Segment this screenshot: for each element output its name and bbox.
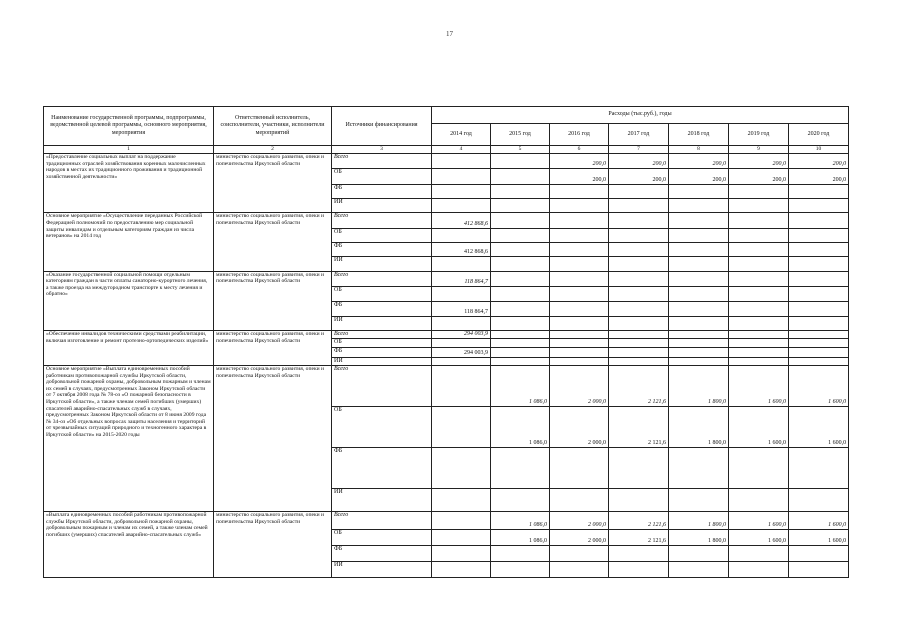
amount-cell: 2 121,6 [609,406,669,447]
amount-cell: 118 864,7 [432,302,491,316]
amount-cell: 1 086,0 [491,529,550,545]
funding-source: Всего [332,512,432,529]
amount-cell [729,199,789,213]
amount-cell [432,512,491,529]
amount-cell: 1 800,0 [669,365,729,406]
funding-source: Всего [332,331,432,339]
amount-cell [729,339,789,348]
amount-cell [729,348,789,357]
column-number: 8 [669,146,729,154]
amount-cell: 2 000,0 [550,512,609,529]
amount-cell [669,271,729,286]
amount-cell [491,316,550,330]
amount-cell: 1 086,0 [491,406,550,447]
amount-cell: 1 600,0 [789,512,849,529]
header-executor: Ответственный исполнитель, соисполнители, участники, исполнители мероприятий [214,107,332,146]
column-number: 3 [332,146,432,154]
amount-cell [669,302,729,316]
amount-cell [669,348,729,357]
amount-cell: 1 600,0 [729,512,789,529]
funding-source: ИИ [332,357,432,365]
amount-cell [669,546,729,562]
funding-source: ФБ [332,447,432,488]
amount-cell [550,488,609,512]
amount-cell: 200,0 [789,154,849,169]
amount-cell [609,316,669,330]
amount-cell [729,357,789,365]
measure-name: «Обеспечение инвалидов техническими средствами реабилитации, включая изготовление и ремонт протезно-ортопедических изделий» [44,331,214,366]
measure-name: Основное мероприятие «Осуществление переданных Российской Федерацией полномочий по предоставлению мер социальной защиты инвалидам и отдельным категориям граждан из числа ветеранов» на 2014 год [44,213,214,271]
amount-cell [789,271,849,286]
amount-cell [432,199,491,213]
amount-cell: 2 000,0 [550,529,609,545]
amount-cell [609,302,669,316]
amount-cell [609,331,669,339]
amount-cell [491,339,550,348]
amount-cell [491,257,550,271]
amount-cell [491,169,550,184]
amount-cell: 200,0 [550,169,609,184]
header-year: 2015 год [491,124,550,146]
column-number: 5 [491,146,550,154]
amount-cell: 118 864,7 [432,271,491,286]
amount-cell [669,316,729,330]
amount-cell [550,199,609,213]
amount-cell: 294 003,9 [432,348,491,357]
amount-cell: 1 800,0 [669,529,729,545]
amount-cell [491,184,550,198]
amount-cell: 1 600,0 [729,406,789,447]
funding-source: ИИ [332,257,432,271]
amount-cell [432,154,491,169]
amount-cell [669,488,729,512]
amount-cell [609,257,669,271]
amount-cell [432,184,491,198]
amount-cell [609,243,669,257]
amount-cell [789,199,849,213]
amount-cell [669,562,729,578]
table-body [44,154,849,578]
amount-cell: 1 800,0 [669,512,729,529]
amount-cell [550,271,609,286]
column-number: 1 [44,146,214,154]
funding-source: Всего [332,213,432,228]
amount-cell [432,546,491,562]
amount-cell [789,331,849,339]
amount-cell: 200,0 [789,169,849,184]
amount-cell [550,348,609,357]
amount-cell [491,228,550,242]
amount-cell [432,529,491,545]
amount-cell: 1 600,0 [789,365,849,406]
amount-cell [669,243,729,257]
measure-executor: министерство социального развития, опеки и попечительства Иркутской области [214,331,332,366]
funding-source: ФБ [332,546,432,562]
amount-cell: 1 600,0 [789,406,849,447]
amount-cell [789,357,849,365]
header-year: 2018 год [669,124,729,146]
funding-source: ФБ [332,348,432,357]
funding-source: ИИ [332,316,432,330]
amount-cell [550,243,609,257]
amount-cell [789,257,849,271]
table-row [44,154,849,169]
amount-cell [729,302,789,316]
amount-cell [550,302,609,316]
header-year: 2017 год [609,124,669,146]
amount-cell [550,357,609,365]
amount-cell [669,447,729,488]
amount-cell [669,228,729,242]
funding-source: ОБ [332,339,432,348]
amount-cell [729,228,789,242]
amount-cell [729,271,789,286]
amount-cell: 2 121,6 [609,365,669,406]
funding-source: ФБ [332,243,432,257]
amount-cell: 200,0 [729,154,789,169]
funding-source: ОБ [332,529,432,545]
amount-cell [609,271,669,286]
amount-cell: 200,0 [609,154,669,169]
funding-source: ФБ [332,302,432,316]
amount-cell [729,184,789,198]
amount-cell [432,339,491,348]
amount-cell [432,357,491,365]
column-number: 9 [729,146,789,154]
amount-cell [550,339,609,348]
amount-cell [729,562,789,578]
amount-cell [432,406,491,447]
header-year: 2020 год [789,124,849,146]
column-number: 10 [789,146,849,154]
amount-cell [550,213,609,228]
amount-cell [669,357,729,365]
amount-cell [432,257,491,271]
amount-cell [609,184,669,198]
amount-cell [432,287,491,302]
amount-cell [432,447,491,488]
amount-cell [550,287,609,302]
amount-cell [609,199,669,213]
measure-executor: министерство социального развития, опеки и попечительства Иркутской области [214,213,332,271]
header-year: 2016 год [550,124,609,146]
amount-cell: 294 003,9 [432,331,491,339]
amount-cell [789,287,849,302]
column-number: 6 [550,146,609,154]
amount-cell [491,243,550,257]
measure-executor: министерство социального развития, опеки и попечительства Иркутской области [214,271,332,330]
amount-cell: 2 121,6 [609,512,669,529]
column-number: 2 [214,146,332,154]
header-name: Наименование государственной программы, подпрограммы, ведомственной целевой программы, основного мероприятия, мероприятия [44,107,214,146]
amount-cell [729,287,789,302]
amount-cell [729,316,789,330]
amount-cell [609,488,669,512]
amount-cell [491,488,550,512]
amount-cell [491,447,550,488]
amount-cell [609,447,669,488]
measure-name: «Выплата единовременных пособий работникам противопожарной службы Иркутской области, добровольной пожарной охраны, добровольным пожарным и членам их семей, а также членам семей погибших (умерших) спасателей аварийно-спасательных служб» [44,512,214,578]
amount-cell [789,488,849,512]
amount-cell: 1 600,0 [729,365,789,406]
amount-cell [432,316,491,330]
amount-cell [432,365,491,406]
column-number-row [44,146,849,154]
amount-cell [789,213,849,228]
table-row [44,331,849,339]
amount-cell [669,287,729,302]
column-number: 7 [609,146,669,154]
funding-source: ОБ [332,287,432,302]
amount-cell: 2 000,0 [550,406,609,447]
measure-name: «Оказание государственной социальной помощи отдельным категориям граждан в части оплаты санаторно-курортного лечения, а также проезда на междугородном транспорте к месту лечения и обратно» [44,271,214,330]
column-number: 4 [432,146,491,154]
amount-cell [729,243,789,257]
amount-cell [609,213,669,228]
amount-cell [789,562,849,578]
amount-cell [550,562,609,578]
amount-cell [729,546,789,562]
amount-cell [669,184,729,198]
amount-cell [491,287,550,302]
amount-cell: 1 600,0 [789,529,849,545]
amount-cell [491,331,550,339]
amount-cell: 1 800,0 [669,406,729,447]
amount-cell [729,257,789,271]
amount-cell: 412 868,6 [432,213,491,228]
amount-cell [609,339,669,348]
amount-cell [491,546,550,562]
amount-cell [491,213,550,228]
amount-cell: 200,0 [669,154,729,169]
measure-executor: министерство социального развития, опеки и попечительства Иркутской области [214,154,332,213]
header-source: Источники финансирования [332,107,432,146]
amount-cell [550,316,609,330]
funding-source: ИИ [332,199,432,213]
funding-source: ИИ [332,488,432,512]
amount-cell [669,339,729,348]
amount-cell [432,169,491,184]
amount-cell [669,331,729,339]
funding-source: ФБ [332,184,432,198]
amount-cell [609,546,669,562]
amount-cell: 1 086,0 [491,512,550,529]
funding-source: ИИ [332,562,432,578]
amount-cell [729,447,789,488]
amount-cell [729,213,789,228]
amount-cell [491,199,550,213]
amount-cell [729,488,789,512]
amount-cell [491,562,550,578]
funding-source: Всего [332,154,432,169]
amount-cell [491,302,550,316]
table-row [44,512,849,529]
table-row [44,271,849,286]
amount-cell [491,271,550,286]
amount-cell [609,228,669,242]
amount-cell: 2 000,0 [550,365,609,406]
table-row [44,213,849,228]
amount-cell [491,154,550,169]
amount-cell [432,228,491,242]
amount-cell [789,348,849,357]
funding-source: Всего [332,365,432,406]
amount-cell: 1 600,0 [729,529,789,545]
amount-cell: 200,0 [669,169,729,184]
amount-cell [550,546,609,562]
amount-cell [550,184,609,198]
amount-cell [491,357,550,365]
measure-executor: министерство социального развития, опеки и попечительства Иркутской области [214,365,332,511]
amount-cell [669,257,729,271]
amount-cell [491,348,550,357]
amount-cell [550,331,609,339]
amount-cell [609,357,669,365]
amount-cell [550,447,609,488]
table-row [44,365,849,406]
measure-executor: министерство социального развития, опеки и попечительства Иркутской области [214,512,332,578]
funding-source: ОБ [332,169,432,184]
amount-cell [550,257,609,271]
amount-cell [789,316,849,330]
header-expenses: Расходы (тыс.руб.), годы [432,107,849,124]
amount-cell: 200,0 [609,169,669,184]
measure-name: «Предоставление социальных выплат на поддержание традиционных отраслей хозяйствования коренных малочисленных народов в местах их традиционного проживания и традиционной хозяйственной деятельности» [44,154,214,213]
amount-cell [432,488,491,512]
amount-cell [729,331,789,339]
measure-name: Основное мероприятие «Выплата единовременных пособий работникам противопожарной службы Иркутской области, добровольной пожарной охраны, добровольным пожарным и членам их семей в случаях, предусмотренных Законом Иркутской области от 7 октября 2008 года № 78-оз «О пожарной безопасности в Иркутской области», а также членам семей погибших (умерших) спасателей аварийно-спасательных служб в случаях, предусмотренных Законом Иркутской области от 8 июня 2009 года № 34-оз «Об отдельных вопросах защиты населения и территорий от чрезвычайных ситуаций природного и техногенного характера в Иркутской области» на 2015-2020 годы [44,365,214,511]
amount-cell: 1 086,0 [491,365,550,406]
funding-source: Всего [332,271,432,286]
amount-cell [789,447,849,488]
amount-cell [789,184,849,198]
amount-cell: 2 121,6 [609,529,669,545]
amount-cell: 200,0 [550,154,609,169]
amount-cell [789,228,849,242]
page-number: 17 [446,30,453,38]
amount-cell [669,213,729,228]
amount-cell [789,243,849,257]
amount-cell [432,562,491,578]
amount-cell: 412 868,6 [432,243,491,257]
amount-cell [609,348,669,357]
header-year: 2019 год [729,124,789,146]
amount-cell: 200,0 [729,169,789,184]
amount-cell [669,199,729,213]
funding-source: ОБ [332,228,432,242]
amount-cell [609,287,669,302]
amount-cell [550,228,609,242]
amount-cell [789,339,849,348]
funding-source: ОБ [332,406,432,447]
amount-cell [609,562,669,578]
amount-cell [789,302,849,316]
expenses-table [43,106,849,578]
amount-cell [789,546,849,562]
header-year: 2014 год [432,124,491,146]
